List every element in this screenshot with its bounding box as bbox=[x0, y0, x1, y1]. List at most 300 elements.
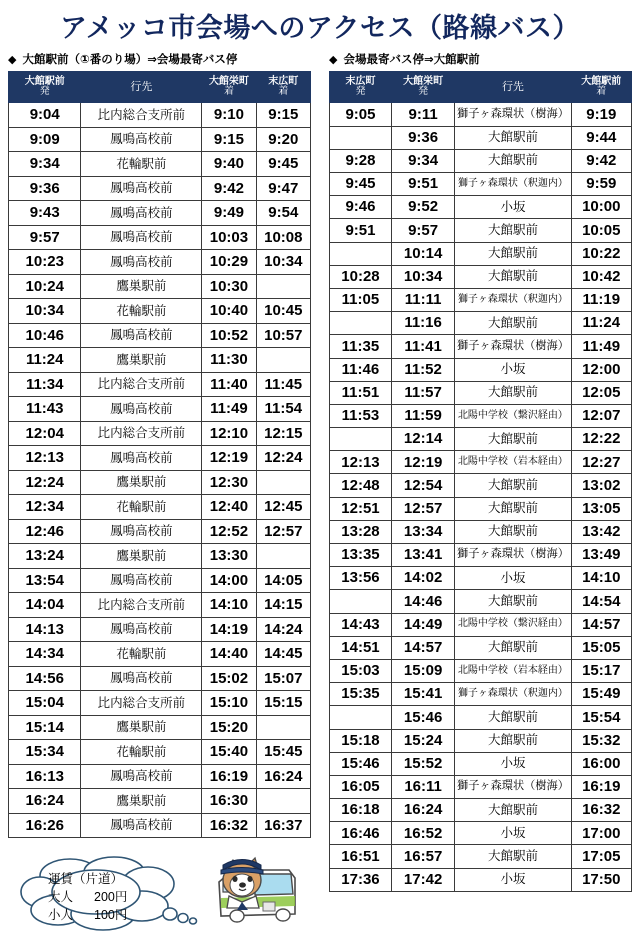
cell-destination: 鷹巣駅前 bbox=[81, 274, 202, 299]
cell-time: 12:13 bbox=[330, 451, 392, 474]
table-row bbox=[9, 323, 311, 348]
cell-time: 10:57 bbox=[256, 323, 310, 348]
cell-time: 17:42 bbox=[391, 868, 454, 891]
cell-time: 9:42 bbox=[202, 176, 256, 201]
cell-time: 10:05 bbox=[571, 219, 631, 242]
cell-time: 11:52 bbox=[391, 358, 454, 381]
cell-destination: 鳳鳴高校前 bbox=[81, 813, 202, 838]
inbound-timetable bbox=[329, 71, 632, 891]
cell-time: 10:34 bbox=[391, 265, 454, 288]
cell-time: 9:20 bbox=[256, 127, 310, 152]
cell-time: 13:42 bbox=[571, 520, 631, 543]
cell-time: 10:52 bbox=[202, 323, 256, 348]
cell-time: 10:23 bbox=[9, 250, 81, 275]
cell-time: 13:54 bbox=[9, 568, 81, 593]
table-row bbox=[330, 822, 632, 845]
cell-destination: 小坂 bbox=[455, 196, 571, 219]
cell-time: 11:41 bbox=[391, 335, 454, 358]
table-row bbox=[9, 225, 311, 250]
table-row bbox=[330, 173, 632, 196]
inbound-col-arrive-odate: 大館駅前 着 bbox=[571, 72, 631, 103]
cell-time: 12:07 bbox=[571, 404, 631, 427]
fare-text bbox=[48, 871, 127, 924]
cell-time: 11:35 bbox=[330, 335, 392, 358]
cell-destination: 鳳鳴高校前 bbox=[81, 225, 202, 250]
table-row bbox=[330, 196, 632, 219]
cell-time: 15:14 bbox=[9, 715, 81, 740]
cell-time: 9:57 bbox=[9, 225, 81, 250]
cell-destination: 大館駅前 bbox=[455, 799, 571, 822]
table-row bbox=[330, 312, 632, 335]
cell-destination: 獅子ヶ森環状（樹海） bbox=[455, 103, 571, 126]
cell-destination: 大館駅前 bbox=[455, 312, 571, 335]
cell-time: 14:05 bbox=[256, 568, 310, 593]
table-row bbox=[9, 666, 311, 691]
cell-time: 14:13 bbox=[9, 617, 81, 642]
cell-time: 9:49 bbox=[202, 201, 256, 226]
fare-notice bbox=[8, 848, 308, 940]
cell-time: 15:05 bbox=[571, 636, 631, 659]
cell-time: 13:28 bbox=[330, 520, 392, 543]
table-row bbox=[330, 683, 632, 706]
cell-time: 17:36 bbox=[330, 868, 392, 891]
table-row bbox=[330, 613, 632, 636]
table-row bbox=[330, 520, 632, 543]
cell-time: 15:54 bbox=[571, 706, 631, 729]
cell-time: 14:10 bbox=[571, 567, 631, 590]
cell-time: 16:26 bbox=[9, 813, 81, 838]
cell-time: 9:09 bbox=[9, 127, 81, 152]
cell-destination: 大館駅前 bbox=[455, 381, 571, 404]
cell-time: 16:46 bbox=[330, 822, 392, 845]
cell-time: 14:24 bbox=[256, 617, 310, 642]
cell-time: 15:20 bbox=[202, 715, 256, 740]
cell-time bbox=[330, 428, 392, 451]
cell-time: 11:49 bbox=[202, 397, 256, 422]
cell-destination: 花輪駅前 bbox=[81, 495, 202, 520]
inbound-col-depart-suehirocho: 末広町 発 bbox=[330, 72, 392, 103]
table-row bbox=[330, 219, 632, 242]
cell-time: 9:42 bbox=[571, 149, 631, 172]
cell-time: 10:00 bbox=[571, 196, 631, 219]
table-row bbox=[330, 358, 632, 381]
cell-time: 15:17 bbox=[571, 659, 631, 682]
cell-time: 14:40 bbox=[202, 642, 256, 667]
cell-destination: 比内総合支所前 bbox=[81, 691, 202, 716]
cell-time: 12:13 bbox=[9, 446, 81, 471]
cell-time: 15:10 bbox=[202, 691, 256, 716]
cell-destination: 北陽中学校（繋沢経由） bbox=[455, 613, 571, 636]
cell-destination: 鳳鳴高校前 bbox=[81, 764, 202, 789]
cell-time: 11:53 bbox=[330, 404, 392, 427]
table-row bbox=[9, 519, 311, 544]
cell-time: 15:03 bbox=[330, 659, 392, 682]
table-row bbox=[330, 799, 632, 822]
cell-time: 12:48 bbox=[330, 474, 392, 497]
fare-title: 運賃（片道） bbox=[48, 872, 124, 886]
cell-time: 13:24 bbox=[9, 544, 81, 569]
cell-destination: 鳳鳴高校前 bbox=[81, 201, 202, 226]
table-row bbox=[330, 149, 632, 172]
cell-time: 14:45 bbox=[256, 642, 310, 667]
cell-time: 15:32 bbox=[571, 729, 631, 752]
cell-time: 13:34 bbox=[391, 520, 454, 543]
cell-time: 9:34 bbox=[9, 152, 81, 177]
cell-time bbox=[330, 706, 392, 729]
cell-time: 12:45 bbox=[256, 495, 310, 520]
cell-destination: 鷹巣駅前 bbox=[81, 715, 202, 740]
cell-time bbox=[256, 544, 310, 569]
cell-time: 15:04 bbox=[9, 691, 81, 716]
cell-destination: 大館駅前 bbox=[455, 729, 571, 752]
cell-time: 11:59 bbox=[391, 404, 454, 427]
cell-time: 16:19 bbox=[571, 775, 631, 798]
cell-time: 9:40 bbox=[202, 152, 256, 177]
inbound-header-row bbox=[330, 72, 632, 103]
cell-time: 11:54 bbox=[256, 397, 310, 422]
cell-time: 10:14 bbox=[391, 242, 454, 265]
cell-time: 16:30 bbox=[202, 789, 256, 814]
table-row bbox=[9, 274, 311, 299]
cell-time bbox=[256, 274, 310, 299]
cell-time: 14:00 bbox=[202, 568, 256, 593]
cell-time: 10:45 bbox=[256, 299, 310, 324]
cell-destination: 鷹巣駅前 bbox=[81, 789, 202, 814]
outbound-header-row bbox=[9, 72, 311, 103]
cell-time: 11:46 bbox=[330, 358, 392, 381]
cell-time: 14:56 bbox=[9, 666, 81, 691]
cell-time: 15:45 bbox=[256, 740, 310, 765]
diamond-bullet-icon: ◆ bbox=[329, 53, 338, 66]
cell-time: 15:40 bbox=[202, 740, 256, 765]
cell-destination: 大館駅前 bbox=[455, 219, 571, 242]
cell-destination: 比内総合支所前 bbox=[81, 372, 202, 397]
cell-time: 11:11 bbox=[391, 288, 454, 311]
cell-destination: 大館駅前 bbox=[455, 149, 571, 172]
cell-destination: 比内総合支所前 bbox=[81, 593, 202, 618]
table-row bbox=[9, 176, 311, 201]
table-row bbox=[9, 740, 311, 765]
cell-time bbox=[330, 126, 392, 149]
cell-time: 12:27 bbox=[571, 451, 631, 474]
cell-time: 13:56 bbox=[330, 567, 392, 590]
cell-destination: 鳳鳴高校前 bbox=[81, 666, 202, 691]
cell-time: 15:46 bbox=[330, 752, 392, 775]
table-row bbox=[330, 265, 632, 288]
table-row bbox=[330, 335, 632, 358]
cell-time bbox=[330, 590, 392, 613]
cell-time: 9:45 bbox=[330, 173, 392, 196]
cell-time: 13:02 bbox=[571, 474, 631, 497]
cell-time: 16:00 bbox=[571, 752, 631, 775]
table-row bbox=[9, 470, 311, 495]
cell-time: 10:29 bbox=[202, 250, 256, 275]
cell-time: 11:51 bbox=[330, 381, 392, 404]
cell-destination: 鳳鳴高校前 bbox=[81, 617, 202, 642]
cell-time: 12:00 bbox=[571, 358, 631, 381]
table-row bbox=[9, 201, 311, 226]
outbound-col-destination: 行先 bbox=[81, 72, 202, 103]
outbound-timetable bbox=[8, 71, 311, 838]
cell-time: 9:44 bbox=[571, 126, 631, 149]
table-row bbox=[9, 789, 311, 814]
cell-time: 9:19 bbox=[571, 103, 631, 126]
cell-time: 11:24 bbox=[9, 348, 81, 373]
cell-time: 14:49 bbox=[391, 613, 454, 636]
cell-time: 11:57 bbox=[391, 381, 454, 404]
cell-time: 12:51 bbox=[330, 497, 392, 520]
fare-child: 小人 100円 bbox=[48, 907, 128, 922]
cell-time bbox=[330, 312, 392, 335]
cell-time: 12:54 bbox=[391, 474, 454, 497]
cell-destination: 小坂 bbox=[455, 752, 571, 775]
cell-time: 16:32 bbox=[571, 799, 631, 822]
page-title: アメッコ市会場へのアクセス（路線バス） bbox=[59, 13, 581, 43]
table-row bbox=[330, 567, 632, 590]
outbound-rows bbox=[9, 103, 311, 838]
cell-time: 12:19 bbox=[391, 451, 454, 474]
cell-destination: 小坂 bbox=[455, 358, 571, 381]
table-row bbox=[330, 775, 632, 798]
cell-time: 12:24 bbox=[256, 446, 310, 471]
cell-destination: 獅子ヶ森環状（樹海） bbox=[455, 335, 571, 358]
cell-time: 15:34 bbox=[9, 740, 81, 765]
cell-destination: 大館駅前 bbox=[455, 242, 571, 265]
cell-destination: 獅子ヶ森環状（釈迦内） bbox=[455, 683, 571, 706]
table-row bbox=[9, 250, 311, 275]
table-row bbox=[9, 103, 311, 128]
cell-time: 15:02 bbox=[202, 666, 256, 691]
inbound-col-depart-sakaemachi: 大館栄町 発 bbox=[391, 72, 454, 103]
cell-time: 10:24 bbox=[9, 274, 81, 299]
cell-destination: 大館駅前 bbox=[455, 520, 571, 543]
cell-time bbox=[330, 242, 392, 265]
cell-destination: 鳳鳴高校前 bbox=[81, 323, 202, 348]
cell-time: 10:22 bbox=[571, 242, 631, 265]
cell-time: 11:19 bbox=[571, 288, 631, 311]
table-row bbox=[9, 764, 311, 789]
cell-destination: 花輪駅前 bbox=[81, 152, 202, 177]
cell-time: 16:11 bbox=[391, 775, 454, 798]
table-row bbox=[330, 126, 632, 149]
table-row bbox=[330, 103, 632, 126]
cell-destination: 北陽中学校（岩本経由） bbox=[455, 451, 571, 474]
cell-destination: 大館駅前 bbox=[455, 126, 571, 149]
cell-destination: 鳳鳴高校前 bbox=[81, 519, 202, 544]
cell-time: 17:05 bbox=[571, 845, 631, 868]
cell-time: 16:37 bbox=[256, 813, 310, 838]
table-row bbox=[9, 617, 311, 642]
cell-time: 10:03 bbox=[202, 225, 256, 250]
inbound-rows bbox=[330, 103, 632, 891]
cell-time bbox=[256, 470, 310, 495]
cell-time: 10:28 bbox=[330, 265, 392, 288]
cell-destination: 大館駅前 bbox=[455, 474, 571, 497]
thought-bubble bbox=[18, 854, 198, 932]
cell-time: 12:46 bbox=[9, 519, 81, 544]
table-row bbox=[9, 544, 311, 569]
cell-time: 16:13 bbox=[9, 764, 81, 789]
cell-time: 9:54 bbox=[256, 201, 310, 226]
cell-destination: 比内総合支所前 bbox=[81, 421, 202, 446]
cell-destination: 北陽中学校（岩本経由） bbox=[455, 659, 571, 682]
cell-time: 9:11 bbox=[391, 103, 454, 126]
cell-time: 14:19 bbox=[202, 617, 256, 642]
inbound-heading bbox=[329, 54, 632, 68]
table-row bbox=[9, 495, 311, 520]
cell-destination: 鳳鳴高校前 bbox=[81, 176, 202, 201]
cell-time: 12:14 bbox=[391, 428, 454, 451]
table-row bbox=[9, 397, 311, 422]
cell-time: 12:40 bbox=[202, 495, 256, 520]
cell-destination: 花輪駅前 bbox=[81, 299, 202, 324]
cell-time: 14:43 bbox=[330, 613, 392, 636]
cell-time: 16:05 bbox=[330, 775, 392, 798]
cell-time: 11:34 bbox=[9, 372, 81, 397]
cell-time: 10:46 bbox=[9, 323, 81, 348]
table-row bbox=[9, 593, 311, 618]
table-row bbox=[330, 590, 632, 613]
table-row bbox=[9, 127, 311, 152]
cell-time: 12:57 bbox=[391, 497, 454, 520]
cell-time: 15:35 bbox=[330, 683, 392, 706]
cell-time: 11:45 bbox=[256, 372, 310, 397]
cell-time bbox=[256, 348, 310, 373]
table-row bbox=[330, 497, 632, 520]
cell-time: 14:46 bbox=[391, 590, 454, 613]
bus-with-dog-driver-icon bbox=[203, 852, 303, 936]
cell-time: 15:49 bbox=[571, 683, 631, 706]
cell-time: 9:36 bbox=[9, 176, 81, 201]
cell-time: 16:19 bbox=[202, 764, 256, 789]
cell-destination: 鳳鳴高校前 bbox=[81, 127, 202, 152]
cell-time: 14:15 bbox=[256, 593, 310, 618]
cell-destination: 鳳鳴高校前 bbox=[81, 397, 202, 422]
cell-time: 11:49 bbox=[571, 335, 631, 358]
bus-mascot-illustration bbox=[203, 852, 303, 936]
cell-time: 12:22 bbox=[571, 428, 631, 451]
cell-time: 17:00 bbox=[571, 822, 631, 845]
cell-destination: 大館駅前 bbox=[455, 428, 571, 451]
cell-time: 16:24 bbox=[9, 789, 81, 814]
cell-destination: 獅子ヶ森環状（釈迦内） bbox=[455, 288, 571, 311]
cell-destination: 鳳鳴高校前 bbox=[81, 446, 202, 471]
cell-time: 16:32 bbox=[202, 813, 256, 838]
cell-time: 12:15 bbox=[256, 421, 310, 446]
table-row bbox=[9, 813, 311, 838]
cell-time: 14:57 bbox=[391, 636, 454, 659]
cell-time: 15:52 bbox=[391, 752, 454, 775]
cell-destination: 大館駅前 bbox=[455, 497, 571, 520]
cell-time: 11:05 bbox=[330, 288, 392, 311]
cell-destination: 鳳鳴高校前 bbox=[81, 250, 202, 275]
cell-time: 15:07 bbox=[256, 666, 310, 691]
outbound-col-depart-odate: 大館駅前 発 bbox=[9, 72, 81, 103]
cell-time: 12:19 bbox=[202, 446, 256, 471]
table-row bbox=[330, 381, 632, 404]
table-row bbox=[9, 446, 311, 471]
table-row bbox=[330, 868, 632, 891]
inbound-col-destination: 行先 bbox=[455, 72, 571, 103]
cell-time: 9:57 bbox=[391, 219, 454, 242]
table-row bbox=[9, 691, 311, 716]
inbound-heading-text: 会場最寄バス停⇒大館駅前 bbox=[343, 53, 480, 66]
cell-time: 9:45 bbox=[256, 152, 310, 177]
cell-destination: 鷹巣駅前 bbox=[81, 348, 202, 373]
cell-destination: 獅子ヶ森環状（樹海） bbox=[455, 775, 571, 798]
cell-time: 12:24 bbox=[9, 470, 81, 495]
cell-time: 11:30 bbox=[202, 348, 256, 373]
cell-time: 9:47 bbox=[256, 176, 310, 201]
table-row bbox=[9, 348, 311, 373]
cell-time: 9:10 bbox=[202, 103, 256, 128]
cell-time: 9:46 bbox=[330, 196, 392, 219]
table-row bbox=[330, 288, 632, 311]
cell-destination: 獅子ヶ森環状（釈迦内） bbox=[455, 173, 571, 196]
table-row bbox=[330, 404, 632, 427]
cell-time: 14:57 bbox=[571, 613, 631, 636]
cell-time: 17:50 bbox=[571, 868, 631, 891]
cell-time: 12:57 bbox=[256, 519, 310, 544]
cell-time: 10:34 bbox=[9, 299, 81, 324]
table-row bbox=[9, 152, 311, 177]
table-row bbox=[330, 451, 632, 474]
cell-time: 16:57 bbox=[391, 845, 454, 868]
cell-time: 14:02 bbox=[391, 567, 454, 590]
cell-time: 14:04 bbox=[9, 593, 81, 618]
cell-time bbox=[256, 715, 310, 740]
table-row bbox=[9, 421, 311, 446]
cell-time: 15:09 bbox=[391, 659, 454, 682]
cell-time: 15:15 bbox=[256, 691, 310, 716]
cell-time: 13:05 bbox=[571, 497, 631, 520]
cell-time: 16:24 bbox=[391, 799, 454, 822]
outbound-column bbox=[8, 50, 311, 839]
cell-time: 14:51 bbox=[330, 636, 392, 659]
table-row bbox=[330, 474, 632, 497]
inbound-column bbox=[329, 50, 632, 892]
cell-destination: 獅子ヶ森環状（樹海） bbox=[455, 544, 571, 567]
cell-time: 10:30 bbox=[202, 274, 256, 299]
cell-destination: 小坂 bbox=[455, 567, 571, 590]
cell-time: 13:41 bbox=[391, 544, 454, 567]
cell-time: 16:24 bbox=[256, 764, 310, 789]
cell-time: 10:34 bbox=[256, 250, 310, 275]
cell-time: 12:04 bbox=[9, 421, 81, 446]
cell-time: 12:05 bbox=[571, 381, 631, 404]
cell-destination: 鳳鳴高校前 bbox=[81, 568, 202, 593]
outbound-col-arrive-suehirocho: 末広町 着 bbox=[256, 72, 310, 103]
cell-destination: 大館駅前 bbox=[455, 706, 571, 729]
cell-destination: 小坂 bbox=[455, 822, 571, 845]
cell-time: 9:43 bbox=[9, 201, 81, 226]
table-row bbox=[9, 642, 311, 667]
cell-time: 10:40 bbox=[202, 299, 256, 324]
table-row bbox=[9, 372, 311, 397]
cell-time: 9:04 bbox=[9, 103, 81, 128]
cell-destination: 花輪駅前 bbox=[81, 740, 202, 765]
cell-time: 12:10 bbox=[202, 421, 256, 446]
cell-destination: 鷹巣駅前 bbox=[81, 470, 202, 495]
table-row bbox=[330, 428, 632, 451]
table-row bbox=[9, 299, 311, 324]
cell-time: 9:15 bbox=[202, 127, 256, 152]
cell-time: 15:24 bbox=[391, 729, 454, 752]
table-row bbox=[330, 706, 632, 729]
cell-time: 14:10 bbox=[202, 593, 256, 618]
outbound-heading-text: 大館駅前（①番のり場）⇒会場最寄バス停 bbox=[22, 53, 238, 66]
cell-time: 11:43 bbox=[9, 397, 81, 422]
